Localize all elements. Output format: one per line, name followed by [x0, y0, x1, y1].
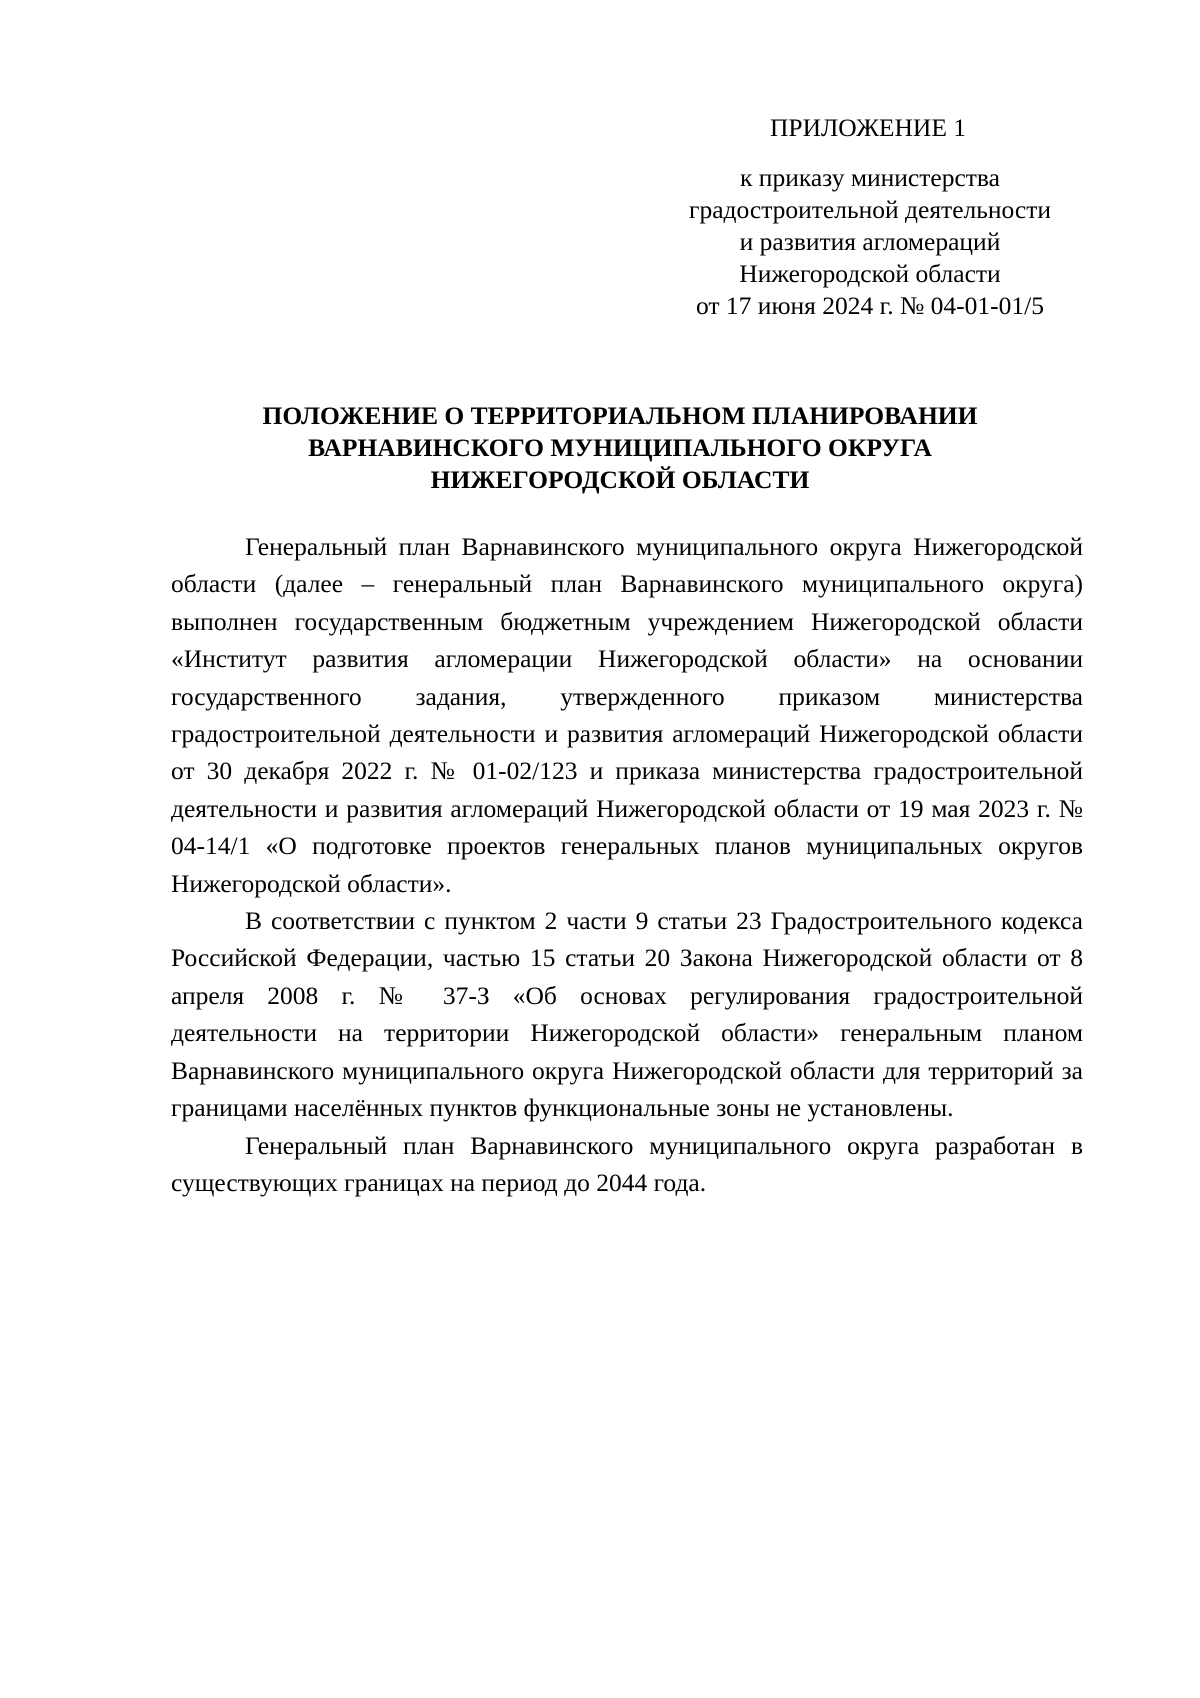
appendix-block [640, 112, 1100, 322]
appendix-label: ПРИЛОЖЕНИЕ 1 [770, 113, 967, 142]
paragraph: Генеральный план Варнавинского муниципального округа разработан в существующих границах на период до 2044 года. [171, 1130, 1083, 1197]
appendix-line: и развития агломераций [739, 227, 1001, 256]
paragraph: Генеральный план Варнавинского муниципального округа Нижегородской области (далее – генеральный план Варнавинского муниципального округа) выполнен государственным бюджетным учреждением Нижегородской области «Институт развития агломерации Нижегородской области» на основании государственного задания, утвержденного приказом министерства градостроительной деятельности и развития агломераций Нижегородской области от 30 декабря 2022 г. № 01-02/123 и приказа министерства градостроительной деятельности и развития агломераций Нижегородской области от 19 мая 2023 г. № 04-14/1 «О подготовке проектов генеральных планов муниципальных округов Нижегородской области». [171, 532, 1083, 898]
appendix-line: градостроительной деятельности [688, 195, 1052, 224]
appendix-line: к приказу министерства [740, 163, 1000, 192]
document-body [171, 528, 1083, 1201]
paragraph: В соответствии с пунктом 2 части 9 статьи 23 Градостроительного кодекса Российской Федерации, частью 15 статьи 20 Закона Нижегородской области от 8 апреля 2008 г. № 37-З «Об основах регулирования градостроительной деятельности на территории Нижегородской области» генеральным планом Варнавинского муниципального округа Нижегородской области для территорий за границами населённых пунктов функциональные зоны не установлены. [171, 906, 1083, 1123]
appendix-line: от 17 июня 2024 г. № 04-01-01/5 [696, 291, 1044, 320]
title-line: ВАРНАВИНСКОГО МУНИЦИПАЛЬНОГО ОКРУГА [308, 433, 932, 462]
document-title [160, 400, 1080, 496]
appendix-line: Нижегородской области [739, 259, 1001, 288]
title-line: ПОЛОЖЕНИЕ О ТЕРРИТОРИАЛЬНОМ ПЛАНИРОВАНИИ [262, 401, 978, 430]
title-line: НИЖЕГОРОДСКОЙ ОБЛАСТИ [430, 465, 810, 494]
